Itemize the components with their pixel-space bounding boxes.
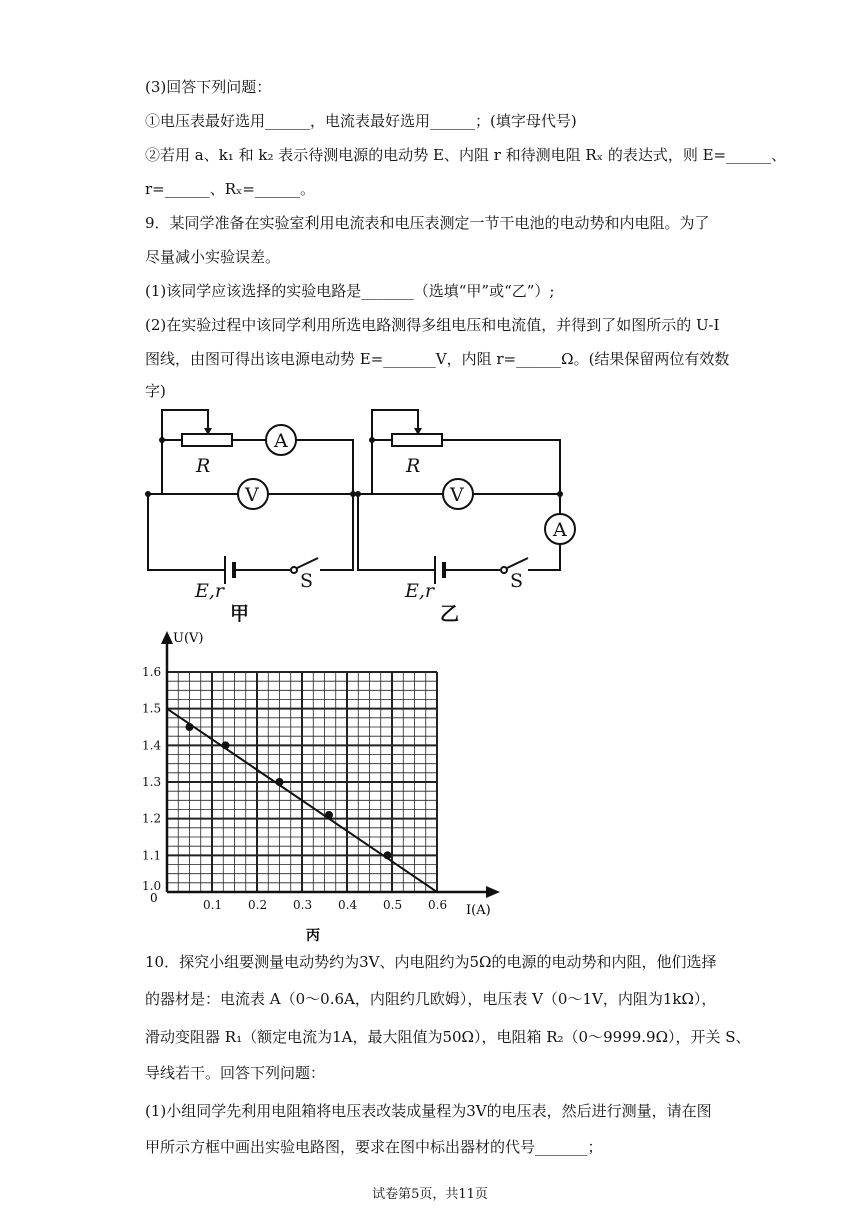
q9-part2c: 字)	[145, 382, 166, 400]
caption-yi: 乙	[440, 603, 460, 622]
q10-stem2: 的器材是：电流表 A（0～0.6A，内阻约几欧姆），电压表 V（0～1V，内阻为1kΩ），	[145, 990, 717, 1008]
y-axis-label: U(V)	[173, 631, 204, 646]
x-tick-label: 0.4	[338, 898, 358, 912]
x-tick-label: 0.1	[203, 898, 223, 912]
label-V-yi: V	[450, 484, 464, 506]
label-Er-yi: E,r	[405, 580, 434, 602]
label-R-jia: R	[196, 455, 211, 477]
origin-label: 0	[150, 891, 158, 905]
q9-part1: (1)该同学应该选择的实验电路是_______（选填“甲”或“乙”）;	[145, 282, 555, 300]
graph-caption: 丙	[306, 928, 320, 944]
y-tick-label: 1.4	[142, 738, 162, 753]
graph-tick-labels	[142, 665, 447, 912]
q10-stem4: 导线若干。回答下列问题：	[145, 1064, 326, 1082]
x-axis-label: I(A)	[466, 903, 491, 918]
y-tick-label: 1.5	[142, 701, 162, 716]
x-tick-label: 0.2	[248, 898, 268, 912]
y-axis-arrow	[161, 631, 173, 644]
graph-grid	[167, 672, 437, 892]
circuit-yi	[358, 410, 575, 584]
switch-yi	[507, 558, 528, 568]
label-A-yi: A	[553, 519, 567, 541]
caption-jia: 甲	[230, 603, 250, 622]
circuit-diagrams	[140, 402, 580, 622]
y-tick-label: 1.0	[142, 879, 162, 893]
label-A-jia: A	[274, 430, 288, 452]
label-V-jia: V	[245, 484, 259, 506]
q8-sub1: ①电压表最好选用______，电流表最好选用______；(填字母代号)	[145, 112, 577, 130]
label-R-yi: R	[406, 455, 421, 477]
y-tick-label: 1.6	[142, 665, 162, 679]
q10-part1a: (1)小组同学先利用电阻箱将电压表改装成量程为3V的电压表，然后进行测量，请在图	[145, 1102, 712, 1120]
data-point	[222, 741, 230, 749]
x-tick-label: 0.5	[383, 898, 403, 912]
q10-stem3: 滑动变阻器 R₁（额定电流为1A，最大阻值为50Ω），电阻箱 R₂（0～9999.9Ω），开关 S、	[145, 1028, 751, 1046]
q9-part2a: (2)在实验过程中该同学利用所选电路测得多组电压和电流值，并得到了如图所示的 U-I	[145, 316, 720, 334]
q10-part1b: 甲所示方框中画出实验电路图，要求在图中标出器材的代号_______；	[145, 1138, 603, 1156]
page-footer: 试卷第5页，共11页	[372, 1187, 488, 1202]
q8-sub2: ②若用 a、k₁ 和 k₂ 表示待测电源的电动势 E、内阻 r 和待测电阻 Rₓ 的表达式，则 E=______、	[145, 146, 787, 164]
q8-part3: (3)回答下列问题：	[145, 78, 272, 96]
x-tick-label: 0.6	[428, 898, 448, 912]
q9-stem2: 尽量减小实验误差。	[145, 248, 281, 266]
rheostat-jia	[182, 434, 232, 446]
y-tick-label: 1.1	[142, 848, 162, 863]
q8-sub2b: r=______、Rₓ=______。	[145, 180, 315, 198]
data-point	[325, 811, 333, 819]
data-point	[384, 851, 392, 859]
q9-stem1: 9．某同学准备在实验室利用电流表和电压表测定一节干电池的电动势和内电阻。为了	[145, 214, 710, 232]
data-point	[276, 778, 284, 786]
ui-graph	[140, 628, 510, 946]
rheostat-yi	[392, 434, 442, 446]
data-point	[186, 723, 194, 731]
label-Er-jia: E,r	[195, 580, 224, 602]
q10-stem1: 10．探究小组要测量电动势约为3V、内电阻约为5Ω的电源的电动势和内阻，他们选择	[145, 953, 717, 971]
y-tick-label: 1.2	[142, 811, 162, 826]
y-tick-label: 1.3	[142, 775, 162, 789]
label-S-yi: S	[510, 570, 524, 592]
x-tick-label: 0.3	[293, 898, 313, 912]
label-S-jia: S	[300, 570, 314, 592]
q9-part2b: 图线，由图可得出该电源电动势 E=_______V，内阻 r=______Ω。(结果保留两位有效数	[145, 350, 730, 368]
switch-jia	[297, 558, 318, 568]
x-axis-arrow	[486, 886, 500, 898]
